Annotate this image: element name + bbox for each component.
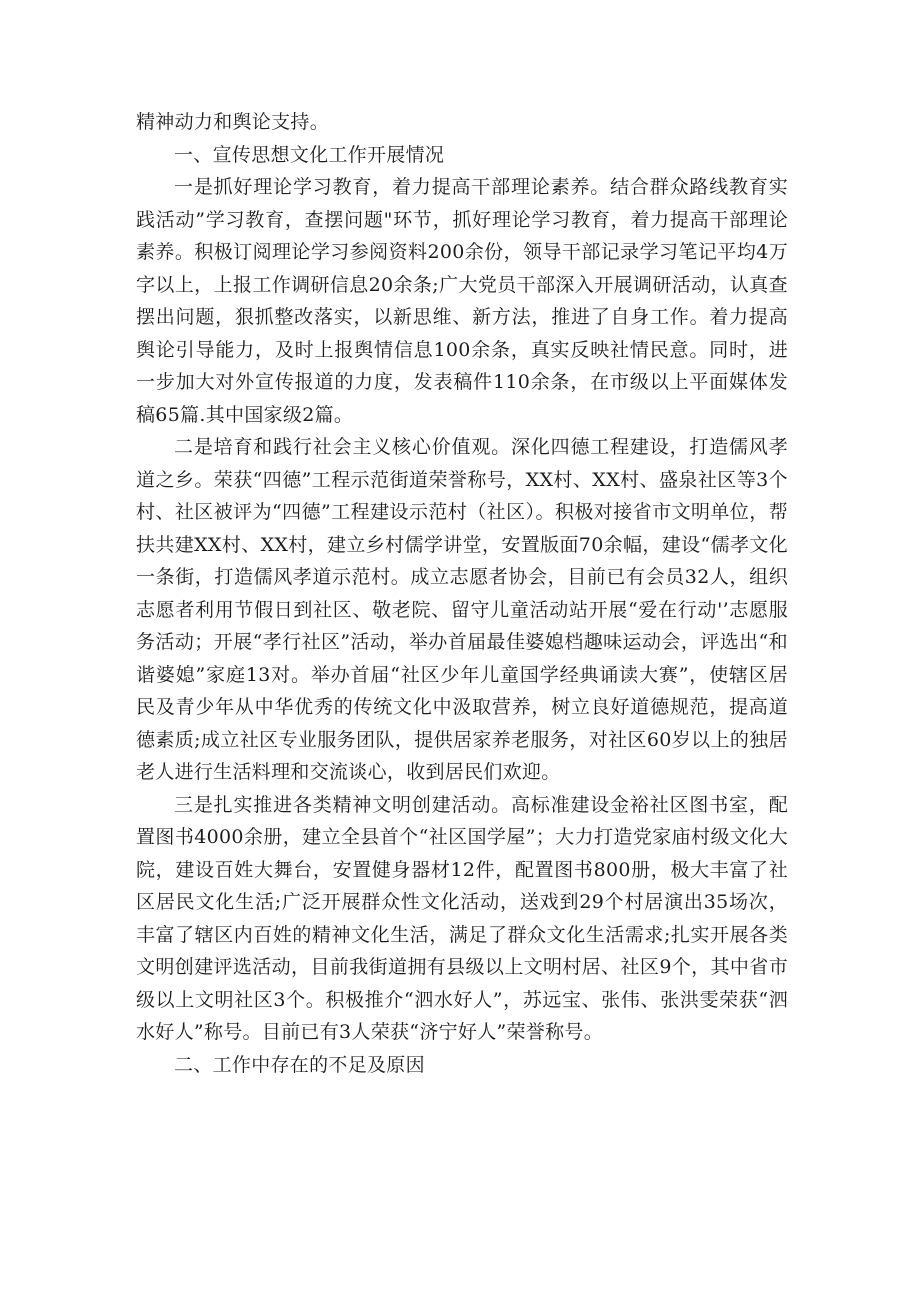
section-heading-2: 二、工作中存在的不足及原因	[174, 1053, 425, 1076]
paragraph-continuation: 精神动力和舆论支持。	[136, 111, 330, 133]
paragraph-core-values: 二是培育和践行社会主义核心价值观。深化四德工程建设，打造儒风孝道之乡。荣获“四德”工程示范街道荣誉称号，XX村、XX村、盛泉社区等3个村、社区被评为“四德”工程建设示范村（社区）。积极对接省市文明单位，帮扶共建XX村、XX村，建立乡村儒学讲堂，安置版面70余幅，建设“儒孝文化一条街，打造儒风孝道示范村。成立志愿者协会，目前已有会员32人，组织志愿者利用节假日到社区、敬老院、留守儿童活动站开展“爱在行动'’志愿服务活动；开展“孝行社区”活动，举办首届最佳婆媳档趣味运动会，评选出“和谐婆媳”家庭13对。举办首届“社区少年儿童国学经典诵读大赛”，使辖区居民及青少年从中华优秀的传统文化中汲取营养，树立良好道德规范，提高道德素质;成立社区专业服务团队，提供居家养老服务，对社区60岁以上的独居老人进行生活料理和交流谈心，收到居民们欢迎。	[136, 436, 788, 783]
paragraph-theory-study: 一是抓好理论学习教育，着力提高干部理论素养。结合群众路线教育实践活动”学习教育，查摆问题"环节，抓好理论学习教育，着力提高干部理论素养。积极订阅理论学习参阅资料200余份，领导干部记录学习笔记平均4万字以上，上报工作调研信息20余条;广大党员干部深入开展调研活动，认真查摆出问题，狠抓整改落实，以新思维、新方法，推进了自身工作。着力提高舆论引导能力，及时上报舆情信息100余条，真实反映社情民意。同时，进一步加大对外宣传报道的力度，发表稿件110余条，在市级以上平面媒体发稿65篇.其中国家级2篇。	[136, 176, 788, 426]
section-heading-1: 一、宣传思想文化工作开展情况	[174, 143, 445, 166]
document-body	[136, 106, 788, 1081]
paragraph-civilization-activities: 三是扎实推进各类精神文明创建活动。高标准建设金裕社区图书室，配置图书4000余册，建立全县首个“社区国学屋”；大力打造党家庙村级文化大院，建设百姓大舞台，安置健身器材12件，配置图书800册，极大丰富了社区居民文化生活;广泛开展群众性文化活动，送戏到29个村居演出35场次，丰富了辖区内百姓的精神文化生活，满足了群众文化生活需求;扎实开展各类文明创建评选活动，目前我街道拥有县级以上文明村居、社区9个，其中省市级以上文明社区3个。积极推介“泗水好人”，苏远宝、张伟、张洪雯荣获“泗水好人”称号。目前已有3人荣获“济宁好人”荣誉称号。	[136, 793, 788, 1043]
